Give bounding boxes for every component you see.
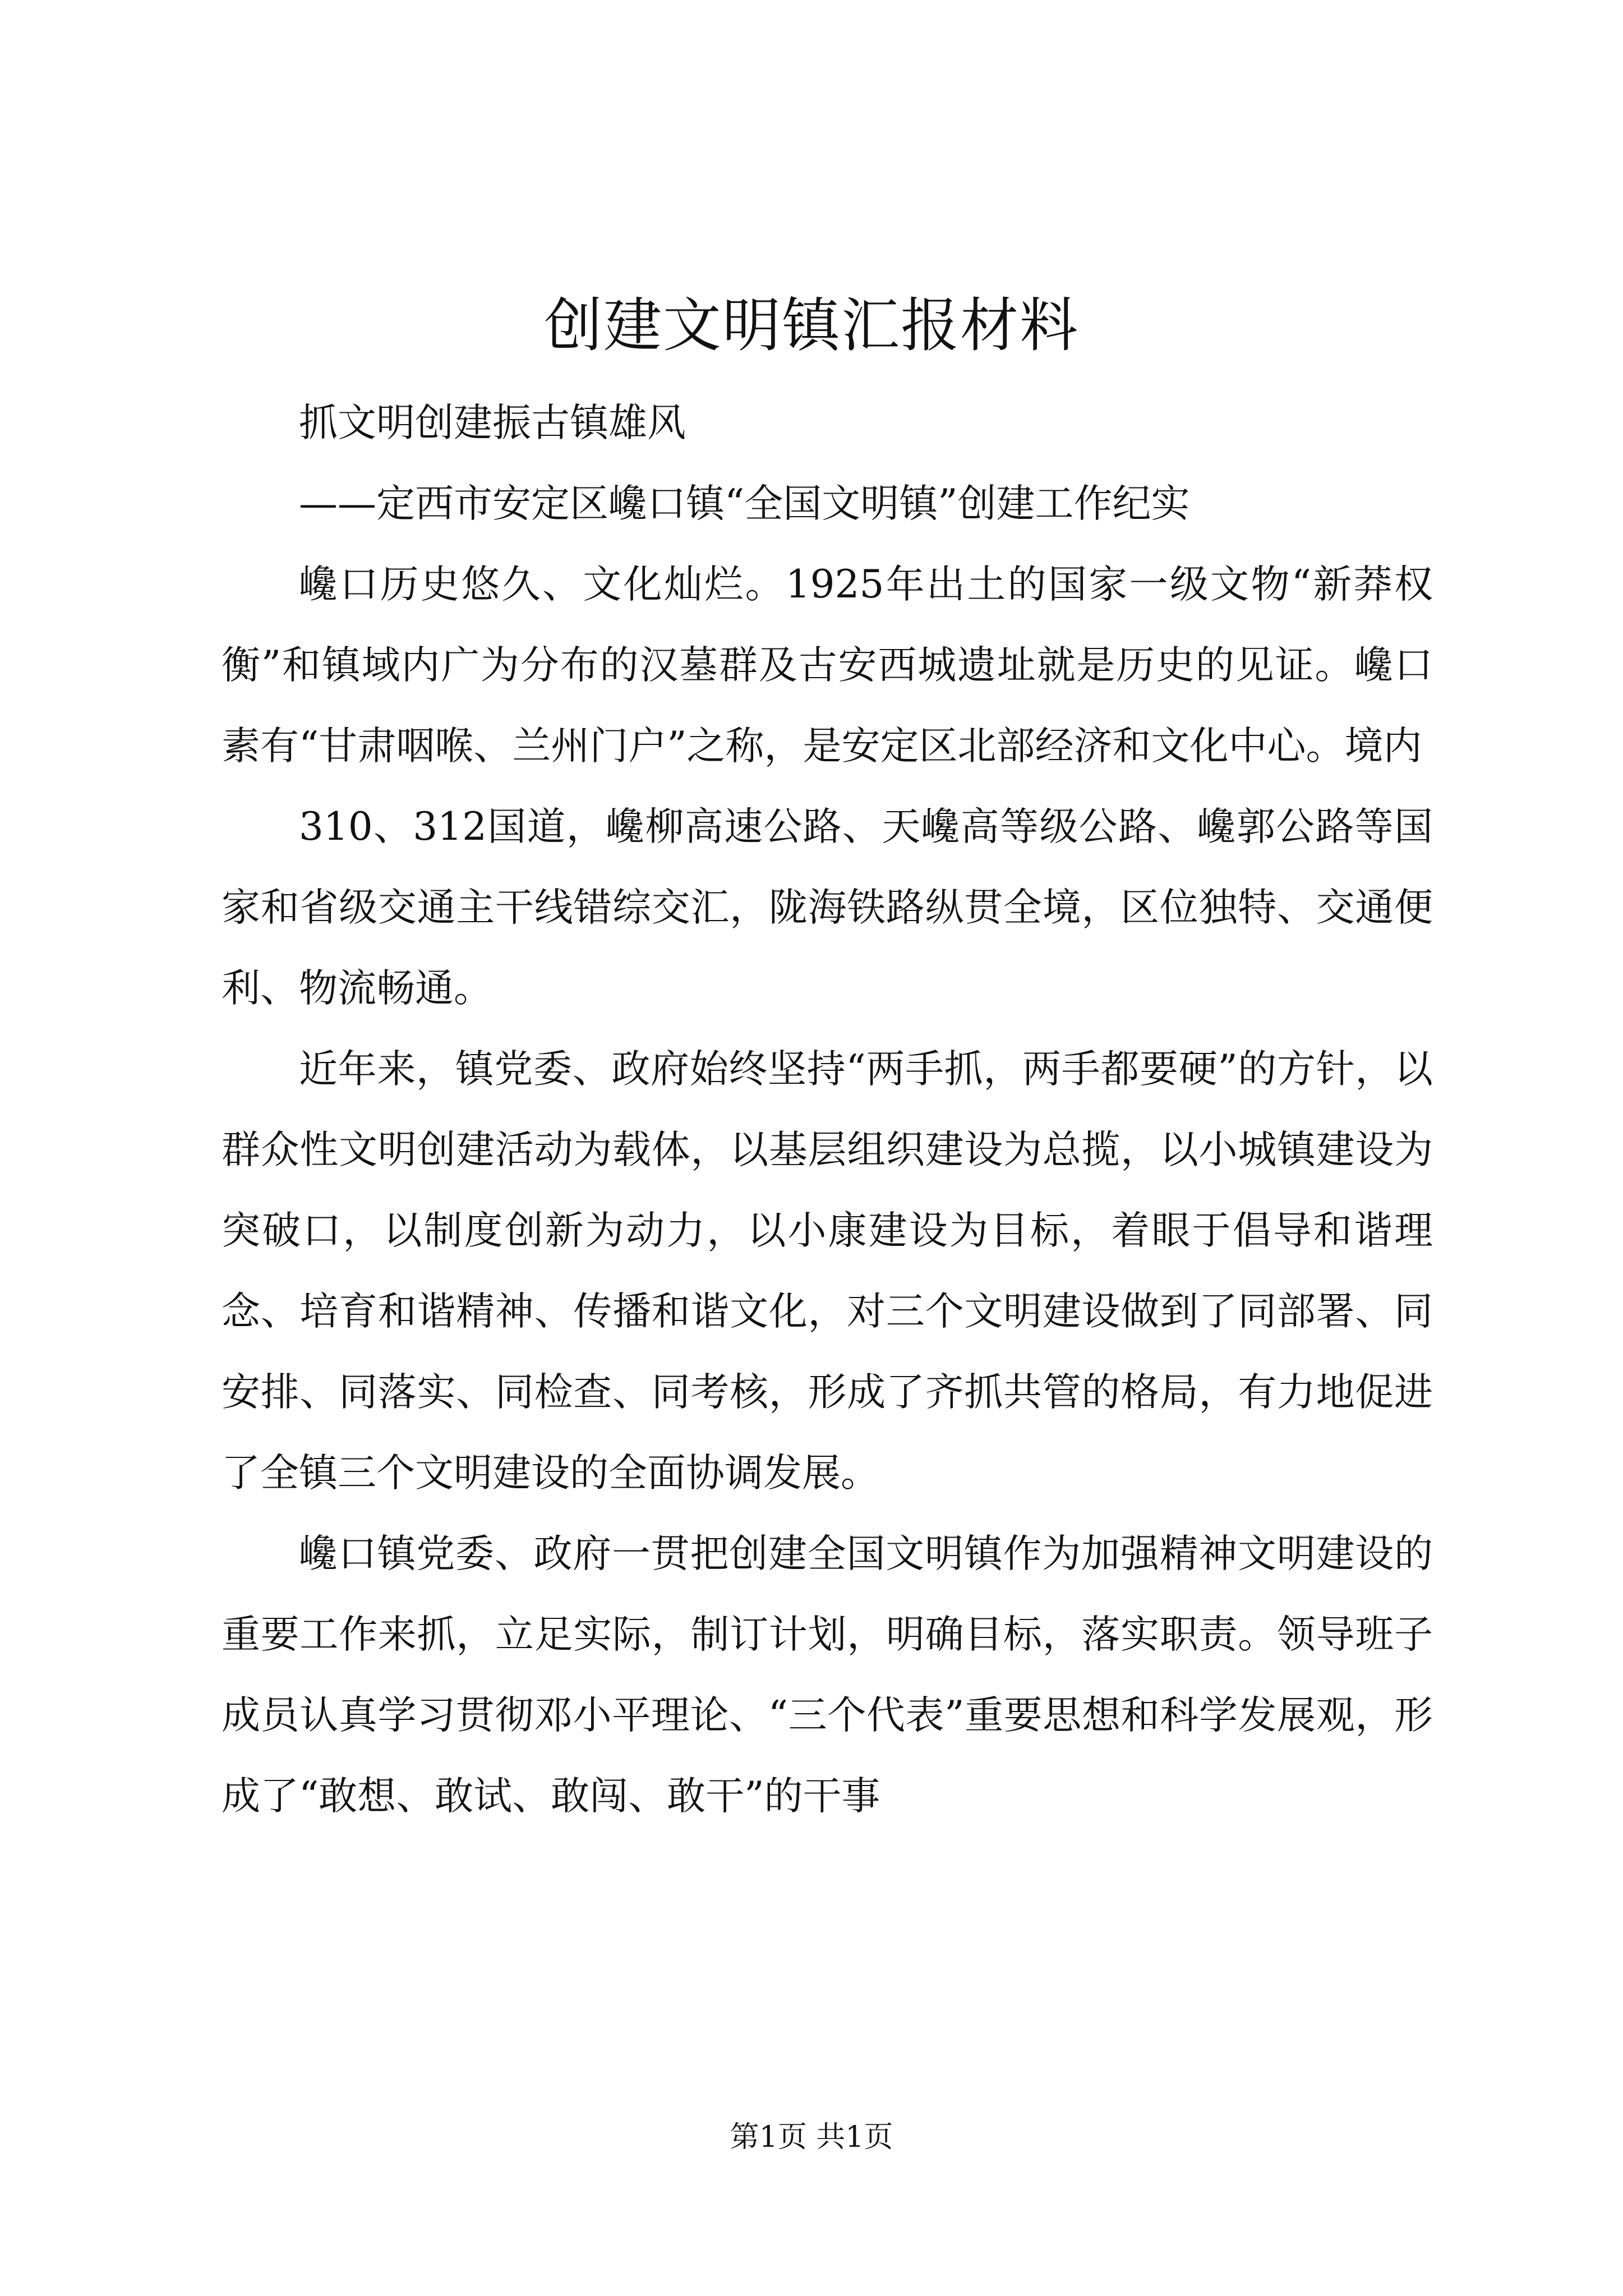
paragraph: 巉口镇党委、政府一贯把创建全国文明镇作为加强精神文明建设的重要工作来抓，立足实际，制订计划，明确目标，落实职责。领导班子成员认真学习贯彻邓小平理论、“三个代表”重要思想和科学发展观，形成了“敢想、敢试、敢闯、敢干”的干事 xyxy=(222,1531,1433,1819)
paragraph: 310、312国道，巉柳高速公路、天巉高等级公路、巉郭公路等国家和省级交通主干线错综交汇，陇海铁路纵贯全境，区位独特、交通便利、物流畅通。 xyxy=(222,804,1433,1011)
page-footer: 第1页 共1页 xyxy=(730,2120,893,2154)
subtitle-line: 抓文明创建振古镇雄风 xyxy=(299,401,686,445)
document-body xyxy=(222,383,1433,1837)
paragraph: 近年来，镇党委、政府始终坚持“两手抓，两手都要硬”的方针，以群众性文明创建活动为载体，以基层组织建设为总揽，以小城镇建设为突破口，以制度创新为动力，以小康建设为目标，着眼于倡导和谐理念、培育和谐精神、传播和谐文化，对三个文明建设做到了同部署、同安排、同落实、同检查、同考核，形成了齐抓共管的格局，有力地促进了全镇三个文明建设的全面协调发展。 xyxy=(222,1047,1433,1496)
subtitle-dash-line: ——定西市安定区巉口镇“全国文明镇”创建工作纪实 xyxy=(299,481,1190,526)
paragraph: 巉口历史悠久、文化灿烂。1925年出土的国家一级文物“新莽权衡”和镇域内广为分布的汉墓群及古安西城遗址就是历史的见证。巉口素有“甘肃咽喉、兰州门户”之称，是安定区北部经济和文化中心。境内 xyxy=(222,562,1433,769)
document-title: 创建文明镇汇报材料 xyxy=(543,291,1079,360)
